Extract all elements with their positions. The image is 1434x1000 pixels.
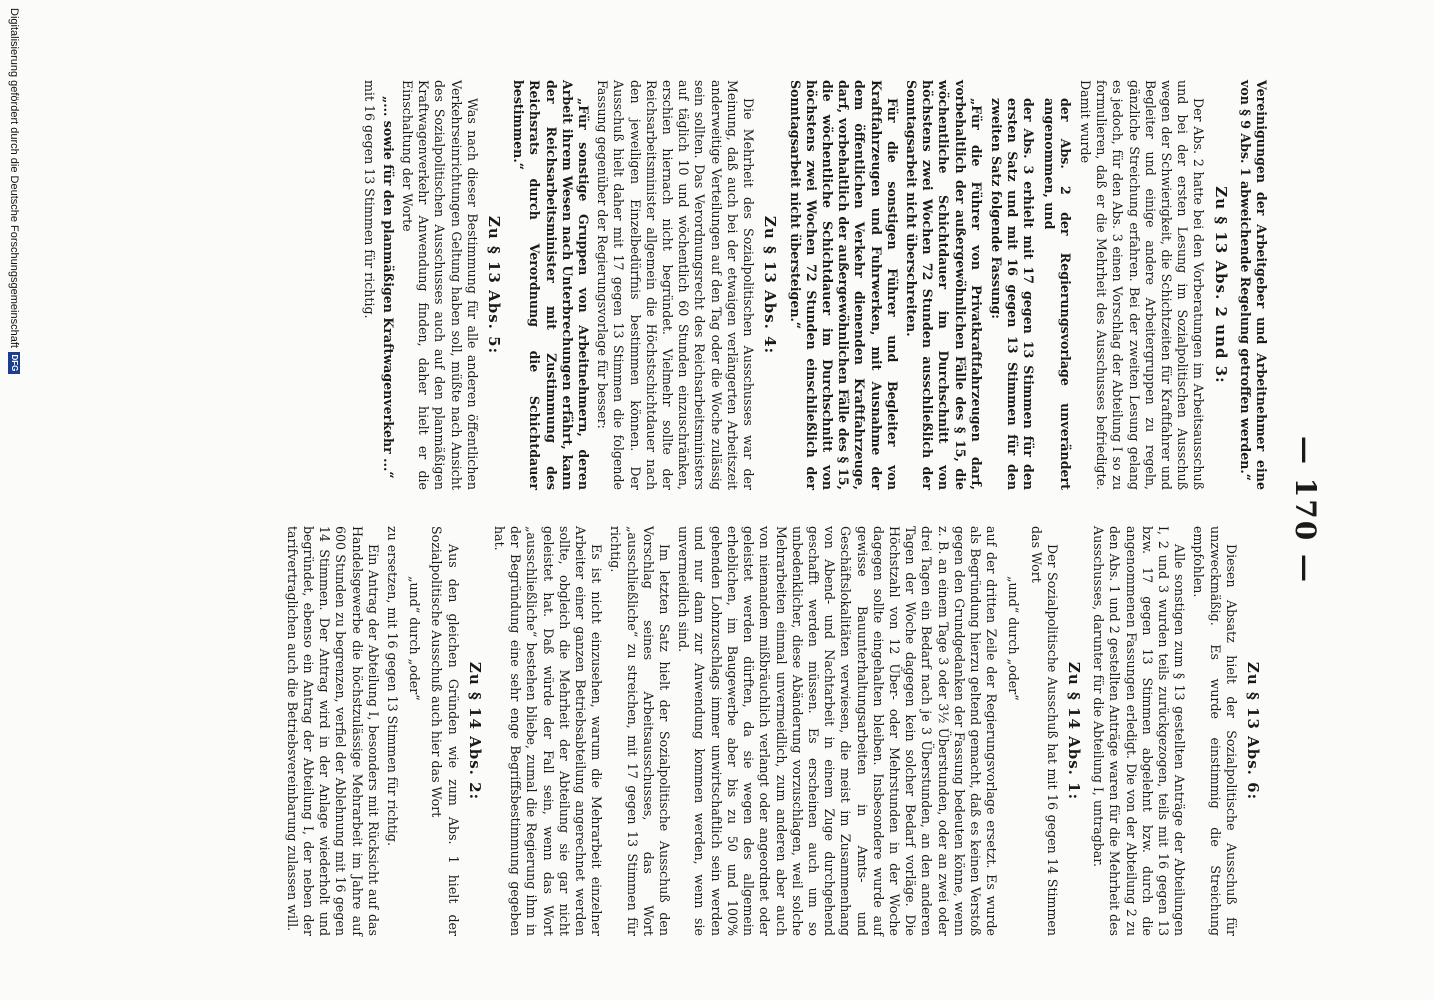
section-heading: Zu § 13 Abs. 4:	[761, 215, 780, 355]
quoted-provision: „... sowie für den planmäßigen Kraftwagenverkehr ...“	[380, 96, 396, 479]
section-heading: Zu § 14 Abs. 2:	[465, 661, 484, 801]
credit-strip	[0, 0, 30, 1000]
paragraph: Die Mehrheit des Sozialpolitischen Ausschusses war der Meinung, daß auch bei der etwaigen verlängerten Arbeitszeit anderweitige Verteilungen auf den Tag oder die Woche zulässig sein sollten. Das Verordnungsrecht des Reichsarbeitsministers auf täglich 10 und wöchentlich 60 Stunden einzuschränken, erschien hiernach nicht begründet. Vielmehr sollte der Reichsarbeitsminister allgemein die Höchstschichtdauer nach den jeweiligen Einzelbedürfnis bestimmen können. Der Ausschuß hielt daher mit 17 gegen 13 Stimmen die folgende Fassung gegenüber der Regierungsvorlage für besser:	[595, 80, 757, 490]
paragraph: Ein Antrag der Abteilung I, besonders mit Rücksicht auf das Handelsgewerbe die höchstzulässige Mehrarbeit im Jahre auf 600 Stunden zu begrenzen, verfiel der Ablehnung mit 16 gegen 14 Stimmen. Der Antrag wird in der Anlage wiederholt und begründet, ebenso ein Antrag der Abteilung I, der neben der tarifvertraglichen auch die Betriebsvereinbarung zulassen will.	[284, 526, 381, 936]
paragraph: zu ersetzen, mit 16 gegen 13 Stimmen für richtig.	[385, 526, 401, 846]
page-text-area	[134, 80, 1434, 940]
quoted-provision: „Für die Führer von Privatkraftfahrzeugen darf, vorbehaltlich der außergewöhnlichen Fälle des § 15, die wöchentliche Schichtdauer im Durchschnitt von höchstens zwei Wochen 72 Stunden ausschließlich der Sonntagsarbeit nicht überschreiten.	[903, 80, 984, 490]
paragraph: Vereinigungen der Arbeitgeber und Arbeitnehmer eine von § 9 Abs. 1 abweichende Regelung getroffen werden.“	[1237, 80, 1269, 490]
section-heading: Zu § 13 Abs. 5:	[485, 215, 504, 355]
paragraph: Diesen Absatz hielt der Sozialpolitische Ausschuß für unzweckmäßig. Es wurde einstimmig die Streichung empfohlen.	[1191, 526, 1239, 936]
quoted-words: „und“ durch „oder“	[1006, 576, 1022, 701]
section-heading: Zu § 13 Abs. 2 und 3:	[1211, 186, 1230, 384]
quoted-provision: „Für sonstige Gruppen von Arbeitnehmern, deren Arbeit ihrem Wesen nach Unterbrechungen erfährt, kann der Reichsarbeitsminister mit Zustimmung des Reichsrats durch Verordnung die Schichtdauer bestimmen.“	[511, 80, 592, 490]
paragraph: mit 16 gegen 13 Stimmen für richtig.	[361, 80, 377, 319]
paragraph: Im letzten Satz hielt der Sozialpolitische Ausschuß den Vorschlag seines Arbeitsausschusses, das Wort „ausschließliche“ zu streichen, mit 17 gegen 13 Stimmen für richtig.	[608, 526, 673, 936]
quoted-words: „und“ durch „oder“	[407, 576, 423, 701]
quoted-provision: Für die sonstigen Führer und Begleiter von Kraftfahrzeugen und Fuhrwerken, mit Ausnahme der dem öffentlichen Verkehr dienenden Kraftfahrzeuge, darf, vorbehaltlich der außergewöhnlichen Fälle des § 15, die wöchentliche Schichtdauer im Durchschnitt von höchstens zwei Wochen 72 Stunden einschließlich der Sonntagsarbeit nicht übersteigen.“	[787, 80, 900, 490]
credit-line	[8, 8, 20, 374]
paragraph: Es ist nicht einzusehen, warum die Mehrarbeit einzelner Arbeiter einer ganzen Betriebsabteilung angerechnet werden sollte, obgleich die Mehrheit der Abteilung sie gar nicht geleistet hat. Daß würde der Fall sein, wenn das Wort „ausschließliche“ bestehen bliebe, zumal die Regierung ihm in der Begründung eine sehr enge Begriffsbestimmung gegeben hat.	[492, 526, 605, 936]
paragraph: Der Sozialpolitische Ausschuß hat mit 16 gegen 14 Stimmen das Wort	[1028, 526, 1060, 936]
paragraph: der Abs. 2 der Regierungsvorlage unverändert angenommen, und	[1041, 98, 1073, 490]
paragraph: der Abs. 3 erhielt mit 17 gegen 13 Stimmen für den ersten Satz und mit 16 gegen 13 Stimmen für den zweiten Satz folgende Fassung:	[988, 98, 1037, 490]
section-heading: Zu § 14 Abs. 1:	[1064, 661, 1083, 801]
page-number: — 170 —	[1289, 436, 1322, 584]
paragraph: Der Abs. 2 hatte bei den Vorberatungen im Arbeitsausschuß und bei der ersten Lesung im Sozialpolitischen Ausschuß wegen der Schwierigkeit, die Schichtzeiten für Kraftfahrer und Begleiter und einige andere Arbeitergruppen zu regeln, gänzliche Streichung erfahren. Bei der zweiten Lesung gelang es jedoch, für den Abs. 3 einen Vorschlag der Abteilung I so zu formulieren, daß er die Mehrheit des Ausschusses befriedigte. Damit wurde	[1077, 80, 1207, 490]
section-heading: Zu § 13 Abs. 6:	[1244, 661, 1262, 801]
paragraph: Alle sonstigen zum § 13 gestellten Anträge der Abteilungen I, 2 und 3 wurden teils zurückgezogen, teils mit 16 gegen 13 bzw. 17 gegen 13 Stimmen abgelehnt bzw. durch die angenommenen Fassungen erledigt. Die von der Abteilung 2 zu den Abs. 1 und 2 gestellten Anträge waren für die Mehrheit des Ausschusses, darunter für die Abteilung I, untragbar.	[1091, 526, 1188, 936]
paragraph: Was nach dieser Bestimmung für alle anderen öffentlichen Verkehrseinrichtungen Geltung haben soll, müßte nach Ansicht des Sozialpolitischen Ausschusses auch auf den planmäßigen Kraftwagenverkehr Anwendung finden, daher hielt er die Einschaltung der Worte	[400, 80, 480, 490]
dfg-logo-icon: DFG	[8, 352, 20, 374]
right-column	[281, 526, 1269, 936]
left-column	[357, 80, 1269, 490]
paragraph: auf der dritten Zeile der Regierungsvorlage ersetzt. Es wurde als Begründung hierzu geltend gemacht, daß es keinen Verstoß gegen den Grundgedanken der Fassung bedeuten könne, wenn z. B. an einem Tage 3 oder 3½ Überstunden, oder an zwei oder drei Tagen ein Bedarf nach je 3 Überstunden, an den anderen Tagen der Woche dagegen kein solcher Bedarf vorläge. Die Höchstzahl von 12 Über- oder Mehrstunden in der Woche dagegen sollte eingehalten bleiben. Insbesondere wurde auf gewisse Bauunterhaltungsarbeiten in Amts- und Geschäftslokalitäten verwiesen, die meist im Zusammenhang von Abend- und Nachtarbeit in einem Zuge durchgehend geschafft werden müssen. Es erscheinen auch um so unbedenklicher, diese Abänderung vorzuschlagen, weil solche Mehrarbeiten einmal unvermeidlich, zum anderen aber auch von niemandem mißbräuchlich verlangt oder angeordnet oder geleistet werden dürften, da sie wegen des allgemein erheblichen, im Baugewerbe aber bis zu 50 und 100% gehenden Lohnzuschlags immer unwirtschaftlich sein werden und nur dann zur Anwendung kommen werden, wenn sie unvermeidlich sind.	[676, 526, 1000, 936]
paragraph: Aus den gleichen Gründen wie zum Abs. 1 hielt der Sozialpolitische Ausschuß auch hier das Wort	[429, 526, 461, 936]
credit-text: Digitalisierung gefördert durch die Deutsche Forschungsgemeinschaft	[8, 8, 20, 348]
